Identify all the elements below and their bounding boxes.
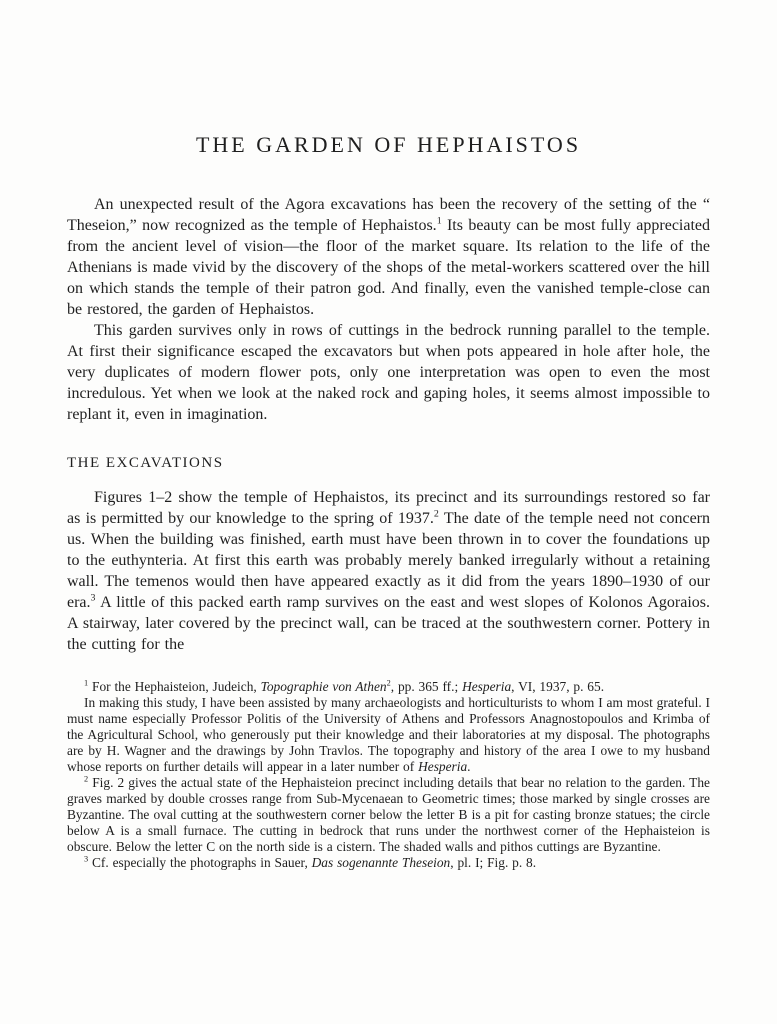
footnote-1-continuation <box>67 695 710 775</box>
article-title: THE GARDEN OF HEPHAISTOS <box>195 132 582 157</box>
cited-work-title: Das sogenannte Theseion <box>311 855 451 870</box>
paragraph-text: An unexpected result of the Agora excavations has been the recovery of the setting of the “ Theseion,” now recognized as the temple of Hephaistos. <box>67 196 710 234</box>
section-heading-excavations: THE EXCAVATIONS <box>67 455 224 471</box>
footnote-text: , VI, 1937, p. 65. <box>511 679 605 694</box>
footnote-text: , pl. I; Fig. p. 8. <box>450 855 537 870</box>
intro-paragraph-2: This garden survives only in rows of cuttings in the bedrock running parallel to the temple. At first their significance escaped the excavators but when pots appeared in hole after hole, the very duplicates of modern flower pots, only one interpretation was open to even the most incredulous. Yet when we look at the naked rock and gaping holes, it seems almost impossible to replant it, even in imagination. <box>67 322 710 423</box>
edition-superscript: 2 <box>386 678 391 688</box>
paragraph-text: Figures 1–2 show the temple of Hephaistos, its precinct and its surroundings restored so far as is permitted by our knowledge to the spring of 1937. <box>67 489 710 527</box>
footnote-text: For the Hephaisteion, Judeich, <box>88 679 261 694</box>
paragraph-text: The date of the temple need not concern us. When the building was finished, earth must have been thrown in to cover the foundations up to the euthynteria. At first this earth was probably merely banked irregularly without a retaining wall. The temenos would then have appeared exactly as it did from the years 1890–1930 of our era. <box>67 510 710 611</box>
paragraph-text: Its beauty can be most fully appreciated from the ancient level of vision—the floor of the market square. Its relation to the life of the Athenians is made vivid by the discovery of the shops of the metal-workers scattered over the hill on which stands the temple of their patron god. And finally, even the vanished temple-close can be restored, the garden of Hephaistos. <box>67 217 711 318</box>
footnote-2 <box>67 775 710 855</box>
footnote-3 <box>67 855 710 871</box>
cited-work-title: Topographie von Athen <box>260 679 387 694</box>
footnote-marker-2: 2 <box>84 774 89 784</box>
cited-journal-title: Hesperia <box>462 679 512 694</box>
intro-paragraph-1 <box>67 194 710 320</box>
footnote-ref-2: 2 <box>433 508 439 520</box>
footnote-1 <box>67 679 710 695</box>
cited-journal-title: Hesperia <box>418 759 468 774</box>
footnote-text: In making this study, I have been assisted by many archaeologists and horticulturists to whom I am most grateful. I must name especially Professor Politis of the University of Athens and Professors Anagnostopoulos and Krimba of the Agricultural School, who generously put their knowledge and their laboratories at my disposal. The photographs are by H. Wagner and the drawings by John Travlos. The topography and history of the area I owe to my husband whose reports on further details will appear in a later number of <box>67 695 710 774</box>
footnote-text: Fig. 2 gives the actual state of the Hephaisteion precinct including details that bear no relation to the garden. The graves marked by double crosses range from Sub-Mycenaean to Geometric times; those marked by single crosses are Byzantine. The oval cutting at the southwestern corner below the letter B is a pit for casting bronze statues; the circle below A is a small furnace. The cutting in bedrock that runs under the northwest corner of the Hephaisteion is obscure. Below the letter C on the north side is a cistern. The shaded walls and pithos cuttings are Byzantine. <box>67 775 710 854</box>
footnote-text: , pp. 365 ff.; <box>390 679 463 694</box>
footnote-text: . <box>467 759 471 774</box>
paragraph-text: A little of this packed earth ramp survives on the east and west slopes of Kolonos Agoraios. A stairway, later covered by the precinct wall, can be traced at the southwestern corner. Pottery in the cutting for the <box>67 594 710 653</box>
footnote-ref-3: 3 <box>90 592 96 604</box>
footnote-text: Cf. especially the photographs in Sauer, <box>88 855 312 870</box>
footnote-marker-1: 1 <box>84 678 89 688</box>
footnote-marker-3: 3 <box>84 854 89 864</box>
footnote-ref-1: 1 <box>436 215 442 227</box>
footnotes-block <box>67 679 710 871</box>
excavations-paragraph-1 <box>67 487 710 655</box>
